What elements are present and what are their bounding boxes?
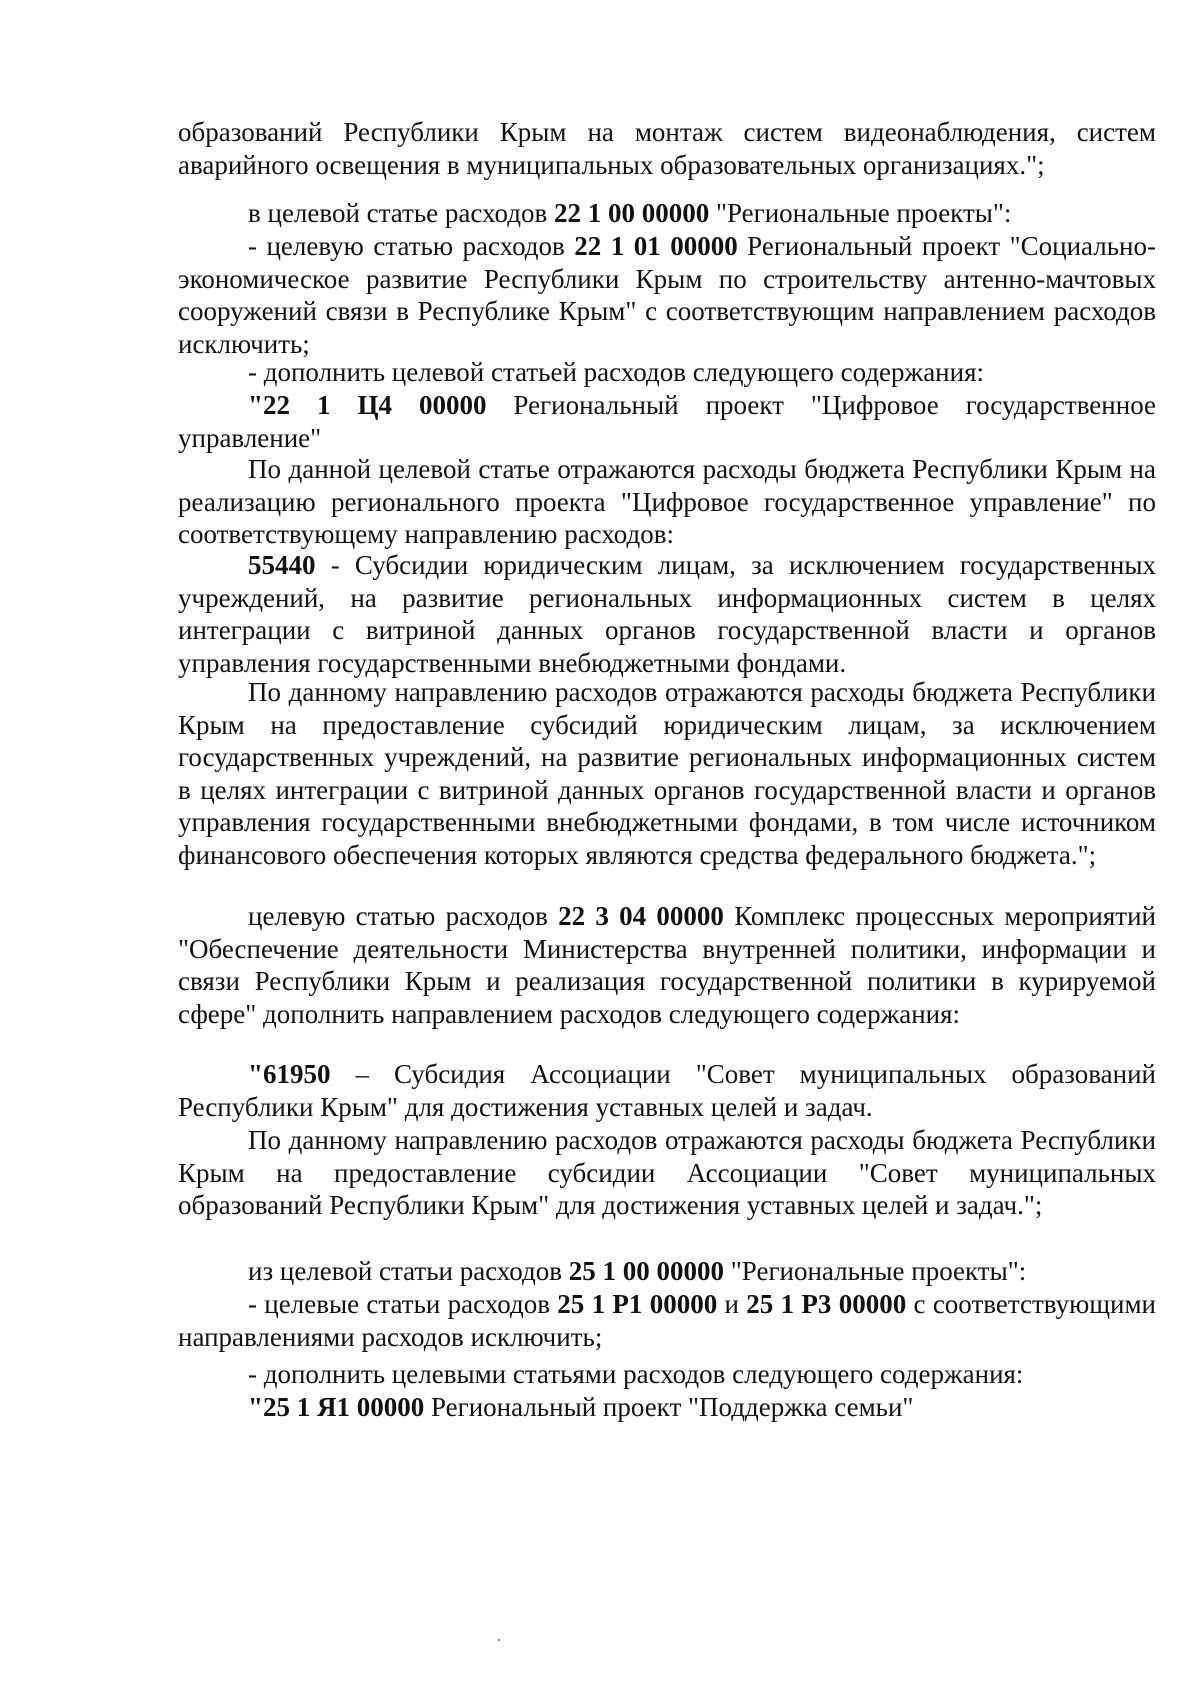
text-before: из целевой статьи расходов <box>248 1256 569 1286</box>
paragraph-add-articles: - дополнить целевыми статьями расходов следующего содержания: <box>248 1359 1024 1389</box>
code-bold: "61950 <box>248 1059 331 1089</box>
text-after: "Региональные проекты": <box>724 1256 1027 1286</box>
paragraph-exclude-22-1-01 <box>178 230 1156 360</box>
code-bold: "25 1 Я1 00000 <box>248 1392 425 1422</box>
paragraph-digital-governance: По данной целевой статье отражаются расходы бюджета Республики Крым на реализацию регионального проекта "Цифровое государственное управление" по соответствующему направлению расходов: <box>178 454 1156 549</box>
paragraph-55440 <box>178 549 1156 679</box>
paragraph-22-1-c4 <box>178 389 1156 454</box>
code-bold: 55440 <box>248 550 316 580</box>
code-bold: 25 1 00 00000 <box>568 1256 725 1286</box>
text-after: Региональный проект "Социально-экономическое развитие Республики Крым по строительству антенно-мачтовых сооружений связи в Республике Крым" с соответствующим направлением расходов исключить; <box>178 231 1156 359</box>
paragraph-22-3-04 <box>178 900 1156 1030</box>
code-bold-2: 25 1 Р3 00000 <box>746 1289 907 1319</box>
text-after: Региональный проект "Поддержка семьи" <box>424 1392 914 1422</box>
paragraph-target-article-22-1 <box>178 197 1156 230</box>
paragraph-61950-description: По данному направлению расходов отражаются расходы бюджета Республики Крым на предоставление субсидии Ассоциации "Совет муниципальных образований Республики Крым" для достижения уставных целей и задач."; <box>178 1125 1156 1220</box>
text-before: - целевые статьи расходов <box>248 1289 558 1319</box>
text-before: - целевую статью расходов <box>248 231 575 261</box>
code-bold: 22 1 00 00000 <box>553 198 710 228</box>
text-after: с соответствующими направлениями расходов исключить; <box>178 1289 1157 1352</box>
paragraph-55440-description: По данному направлению расходов отражаются расходы бюджета Республики Крым на предоставление субсидий юридическим лицам, за исключением государственных учреждений, на развитие региональных информационных систем в целях интеграции с витриной данных органов государственной власти и органов управления государственными внебюджетными фондами, в том числе источником финансового обеспечения которых являются средства федерального бюджета."; <box>178 677 1156 870</box>
paragraph-61950 <box>178 1058 1156 1123</box>
text-after: "Региональные проекты": <box>709 198 1012 228</box>
code-bold: "22 1 Ц4 00000 <box>248 390 487 420</box>
code-bold: 22 1 01 00000 <box>574 231 738 261</box>
text-after: - Субсидии юридическим лицам, за исключением государственных учреждений, на развитие региональных информационных систем в целях интеграции с витриной данных органов государственной власти и органов управления государственными внебюджетными фондами. <box>178 550 1156 678</box>
scan-speck <box>498 1639 500 1641</box>
text-after: Региональный проект "Цифровое государственное управление" <box>178 390 1157 453</box>
code-bold-1: 25 1 Р1 00000 <box>557 1289 718 1319</box>
paragraph-target-article-25-1 <box>178 1255 1156 1288</box>
text-after: Комплекс процессных мероприятий "Обеспечение деятельности Министерства внутренней политики, информации и связи Республики Крым и реализация государственной политики в курируемой сфере" дополнить направлением расходов следующего содержания: <box>178 901 1156 1029</box>
paragraph-add-article: - дополнить целевой статьей расходов следующего содержания: <box>248 357 985 387</box>
code-bold: 22 3 04 00000 <box>558 901 724 931</box>
paragraph-continuation: образований Республики Крым на монтаж систем видеонаблюдения, систем аварийного освещения в муниципальных образовательных организациях."; <box>178 117 1156 180</box>
text-before: в целевой статье расходов <box>248 198 554 228</box>
paragraph-exclude-25-1-p1-p3 <box>178 1288 1156 1353</box>
text-mid: и <box>717 1289 747 1319</box>
text-before: целевую статью расходов <box>248 901 559 931</box>
text-after: – Субсидия Ассоциации "Совет муниципальных образований Республики Крым" для достижения уставных целей и задач. <box>178 1059 1156 1122</box>
paragraph-25-1-ya1 <box>178 1391 1156 1424</box>
